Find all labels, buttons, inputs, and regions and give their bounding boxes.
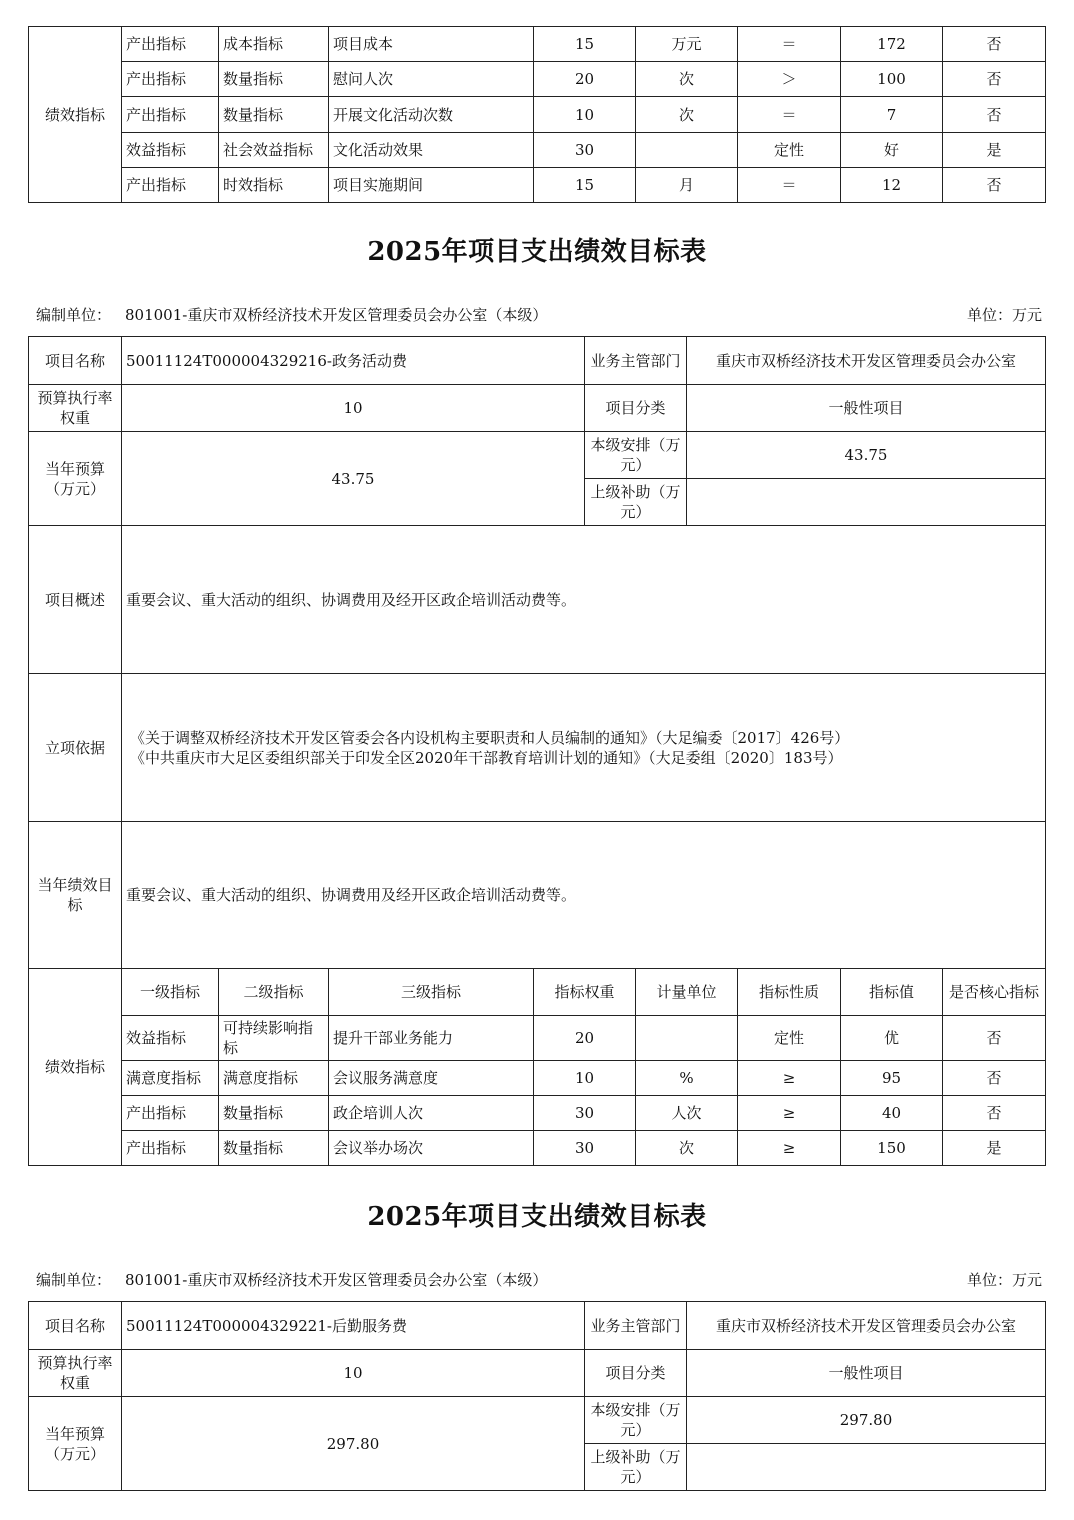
- goal-value: 重要会议、重大活动的组织、协调费用及经开区政企培训活动费等。: [122, 822, 1046, 969]
- value-cell: 172: [841, 27, 943, 62]
- section1-indicator-table: [28, 968, 1046, 1166]
- core-cell: 是: [943, 133, 1046, 168]
- weight-cell: 30: [534, 1096, 636, 1131]
- nature-cell: ≥: [738, 1131, 841, 1166]
- unit-cell: 人次: [636, 1096, 738, 1131]
- nature-cell: 定性: [738, 1016, 841, 1061]
- column-header: 指标性质: [738, 969, 841, 1016]
- column-header: 指标权重: [534, 969, 636, 1016]
- local-value: 43.75: [687, 432, 1046, 479]
- unit-cell: 万元: [636, 27, 738, 62]
- label-budget: 当年预算（万元）: [29, 432, 122, 526]
- level1-cell: 产出指标: [122, 1131, 219, 1166]
- group-label: 绩效指标: [29, 969, 122, 1166]
- level3-cell: 慰问人次: [329, 62, 534, 97]
- nature-cell: ≥: [738, 1096, 841, 1131]
- level2-cell: 社会效益指标: [219, 133, 329, 168]
- column-header: 二级指标: [219, 969, 329, 1016]
- dept-value: 重庆市双桥经济技术开发区管理委员会办公室: [687, 1302, 1046, 1350]
- label-goal: 当年绩效目标: [29, 822, 122, 969]
- label-rate: 预算执行率权重: [29, 1350, 122, 1397]
- nature-cell: ＝: [738, 27, 841, 62]
- column-header: 计量单位: [636, 969, 738, 1016]
- level1-cell: 效益指标: [122, 1016, 219, 1061]
- value-cell: 好: [841, 133, 943, 168]
- group-label: 绩效指标: [29, 27, 122, 203]
- column-header: 指标值: [841, 969, 943, 1016]
- value-cell: 100: [841, 62, 943, 97]
- weight-cell: 30: [534, 133, 636, 168]
- level2-cell: 时效指标: [219, 168, 329, 203]
- weight-cell: 10: [534, 1061, 636, 1096]
- rate-value: 10: [122, 1350, 585, 1397]
- weight-cell: 20: [534, 1016, 636, 1061]
- value-cell: 40: [841, 1096, 943, 1131]
- core-cell: 否: [943, 1061, 1046, 1096]
- level1-cell: 产出指标: [122, 62, 219, 97]
- column-header: 三级指标: [329, 969, 534, 1016]
- core-cell: 否: [943, 1096, 1046, 1131]
- nature-cell: ＞: [738, 62, 841, 97]
- nature-cell: ≥: [738, 1061, 841, 1096]
- column-header: 一级指标: [122, 969, 219, 1016]
- level3-cell: 会议举办场次: [329, 1131, 534, 1166]
- table-row: [29, 133, 1046, 168]
- weight-cell: 15: [534, 27, 636, 62]
- label-dept: 业务主管部门: [585, 337, 687, 385]
- label-local: 本级安排（万元）: [585, 1397, 687, 1444]
- level2-cell: 数量指标: [219, 1096, 329, 1131]
- label-category: 项目分类: [585, 385, 687, 432]
- category-value: 一般性项目: [687, 385, 1046, 432]
- level1-cell: 效益指标: [122, 133, 219, 168]
- weight-cell: 30: [534, 1131, 636, 1166]
- level2-cell: 成本指标: [219, 27, 329, 62]
- table-row: [29, 27, 1046, 62]
- rate-value: 10: [122, 385, 585, 432]
- table-row: [29, 1096, 1046, 1131]
- upper-value: [687, 479, 1046, 526]
- basis-value: [122, 674, 1046, 822]
- section2-unit-value: 801001-重庆市双桥经济技术开发区管理委员会办公室（本级）: [125, 1271, 548, 1289]
- level3-cell: 项目实施期间: [329, 168, 534, 203]
- section1-info-table: [28, 336, 1046, 969]
- nature-cell: 定性: [738, 133, 841, 168]
- core-cell: 否: [943, 168, 1046, 203]
- weight-cell: 15: [534, 168, 636, 203]
- overview-value: 重要会议、重大活动的组织、协调费用及经开区政企培训活动费等。: [122, 526, 1046, 674]
- value-cell: 12: [841, 168, 943, 203]
- level1-cell: 产出指标: [122, 97, 219, 133]
- level2-cell: 满意度指标: [219, 1061, 329, 1096]
- section2-info-table: [28, 1301, 1046, 1491]
- level1-cell: 产出指标: [122, 1096, 219, 1131]
- label-local: 本级安排（万元）: [585, 432, 687, 479]
- level3-cell: 提升干部业务能力: [329, 1016, 534, 1061]
- label-upper: 上级补助（万元）: [585, 479, 687, 526]
- top-indicator-table: [28, 26, 1046, 203]
- level1-cell: 满意度指标: [122, 1061, 219, 1096]
- core-cell: 否: [943, 1016, 1046, 1061]
- basis-line-1: 《关于调整双桥经济技术开发区管委会各内设机构主要职责和人员编制的通知》（大足编委〔2017〕426号）: [130, 728, 850, 747]
- level1-cell: 产出指标: [122, 168, 219, 203]
- table-row: [29, 1061, 1046, 1096]
- unit-cell: 月: [636, 168, 738, 203]
- value-cell: 优: [841, 1016, 943, 1061]
- unit-cell: 次: [636, 62, 738, 97]
- level3-cell: 开展文化活动次数: [329, 97, 534, 133]
- basis-line-2: 《中共重庆市大足区委组织部关于印发全区2020年干部教育培训计划的通知》（大足委组〔2020〕183号）: [130, 748, 843, 767]
- label-overview: 项目概述: [29, 526, 122, 674]
- unit-cell: %: [636, 1061, 738, 1096]
- label-upper: 上级补助（万元）: [585, 1444, 687, 1491]
- nature-cell: ＝: [738, 168, 841, 203]
- budget-value: 43.75: [122, 432, 585, 526]
- indicator-header-row: [29, 969, 1046, 1016]
- dept-value: 重庆市双桥经济技术开发区管理委员会办公室: [687, 337, 1046, 385]
- core-cell: 否: [943, 62, 1046, 97]
- label-project-name: 项目名称: [29, 337, 122, 385]
- unit-cell: 次: [636, 97, 738, 133]
- upper-value: [687, 1444, 1046, 1491]
- local-value: 297.80: [687, 1397, 1046, 1444]
- table-row: [29, 168, 1046, 203]
- project-name-value: 50011124T000004329216-政务活动费: [122, 337, 585, 385]
- section2-unit-label: 编制单位：: [36, 1271, 112, 1289]
- level1-cell: 产出指标: [122, 27, 219, 62]
- unit-cell: [636, 133, 738, 168]
- level2-cell: 可持续影响指标: [219, 1016, 329, 1061]
- section2-currency: 单位：万元: [966, 1271, 1042, 1289]
- table-row: [29, 62, 1046, 97]
- nature-cell: ＝: [738, 97, 841, 133]
- label-rate: 预算执行率权重: [29, 385, 122, 432]
- label-category: 项目分类: [585, 1350, 687, 1397]
- section1-unit-label: 编制单位：: [36, 306, 112, 324]
- budget-value: 297.80: [122, 1397, 585, 1491]
- section2-title: 2025年项目支出绩效目标表: [367, 1202, 707, 1232]
- weight-cell: 10: [534, 97, 636, 133]
- category-value: 一般性项目: [687, 1350, 1046, 1397]
- label-project-name: 项目名称: [29, 1302, 122, 1350]
- level2-cell: 数量指标: [219, 97, 329, 133]
- section1-title: 2025年项目支出绩效目标表: [367, 237, 707, 267]
- section1-unit-value: 801001-重庆市双桥经济技术开发区管理委员会办公室（本级）: [125, 306, 548, 324]
- label-basis: 立项依据: [29, 674, 122, 822]
- level3-cell: 会议服务满意度: [329, 1061, 534, 1096]
- table-row: [29, 97, 1046, 133]
- weight-cell: 20: [534, 62, 636, 97]
- level2-cell: 数量指标: [219, 62, 329, 97]
- level3-cell: 文化活动效果: [329, 133, 534, 168]
- core-cell: 否: [943, 97, 1046, 133]
- unit-cell: [636, 1016, 738, 1061]
- core-cell: 是: [943, 1131, 1046, 1166]
- section1-currency: 单位：万元: [966, 306, 1042, 324]
- column-header: 是否核心指标: [943, 969, 1046, 1016]
- level3-cell: 政企培训人次: [329, 1096, 534, 1131]
- table-row: [29, 1016, 1046, 1061]
- level2-cell: 数量指标: [219, 1131, 329, 1166]
- label-budget: 当年预算（万元）: [29, 1397, 122, 1491]
- value-cell: 150: [841, 1131, 943, 1166]
- value-cell: 95: [841, 1061, 943, 1096]
- table-row: [29, 1131, 1046, 1166]
- project-name-value: 50011124T000004329221-后勤服务费: [122, 1302, 585, 1350]
- level3-cell: 项目成本: [329, 27, 534, 62]
- value-cell: 7: [841, 97, 943, 133]
- core-cell: 否: [943, 27, 1046, 62]
- unit-cell: 次: [636, 1131, 738, 1166]
- label-dept: 业务主管部门: [585, 1302, 687, 1350]
